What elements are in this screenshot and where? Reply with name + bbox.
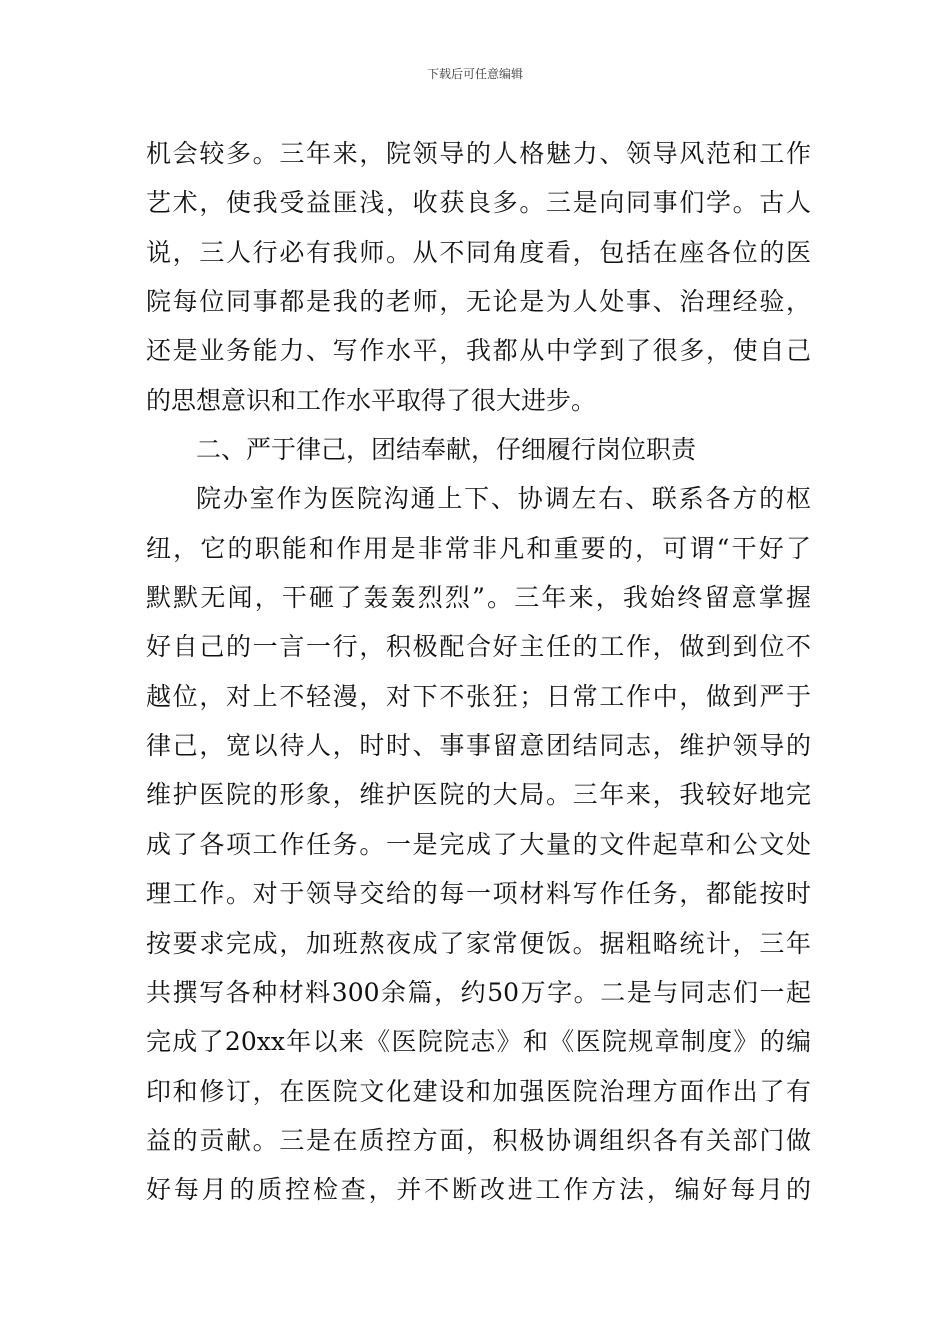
text-line: 的思想意识和工作水平取得了很大进步。 [146,385,597,415]
paragraph-3 [146,474,811,1214]
text-line: 默默无闻，干砸了轰轰烈烈”。三年来，我始终留意掌握 [146,583,811,613]
page-header: 下载后可任意编辑 [426,67,523,81]
text-line: 说，三人行必有我师。从不同角度看，包括在座各位的医 [146,237,811,267]
text-line: 成了各项工作任务。一是完成了大量的文件起草和公文处 [146,829,811,859]
text-line: 好每月的质控检查，并不断改进工作方法，编好每月的 [146,1175,811,1205]
heading-line: 二、严于律己，团结奉献，仔细履行岗位职责 [196,435,697,465]
text-line: 还是业务能力、写作水平，我都从中学到了很多，使自己 [146,336,811,366]
text-line: 院办室作为医院沟通上下、协调左右、联系各方的枢 [196,484,811,514]
text-line: 艺术，使我受益匪浅，收获良多。三是向同事们学。古人 [146,188,811,218]
text-line: 越位，对上不轻漫，对下不张狂；日常工作中，做到严于 [146,681,811,711]
document-body [146,129,811,1215]
paragraph-1 [146,129,811,425]
text-line: 按要求完成，加班熬夜成了家常便饭。据粗略统计，三年 [146,928,811,958]
section-heading [146,425,811,474]
text-line: 好自己的一言一行，积极配合好主任的工作，做到到位不 [146,632,811,662]
text-line: 院每位同事都是我的老师，无论是为人处事、治理经验， [146,287,811,317]
text-line: 维护医院的形象，维护医院的大局。三年来，我较好地完 [146,780,811,810]
text-line: 纽，它的职能和作用是非常非凡和重要的，可谓“干好了 [146,533,811,563]
text-line: 完成了20xx年以来《医院院志》和《医院规章制度》的编 [146,1027,811,1057]
text-line: 律己，宽以待人，时时、事事留意团结同志，维护领导的 [146,731,811,761]
text-line: 印和修订，在医院文化建设和加强医院治理方面作出了有 [146,1076,811,1106]
text-line: 共撰写各种材料300余篇，约50万字。二是与同志们一起 [146,977,811,1007]
text-line: 机会较多。三年来，院领导的人格魅力、领导风范和工作 [146,139,811,168]
text-line: 益的贡献。三是在质控方面，积极协调组织各有关部门做 [146,1125,811,1155]
text-line: 理工作。对于领导交给的每一项材料写作任务，都能按时 [146,879,811,909]
